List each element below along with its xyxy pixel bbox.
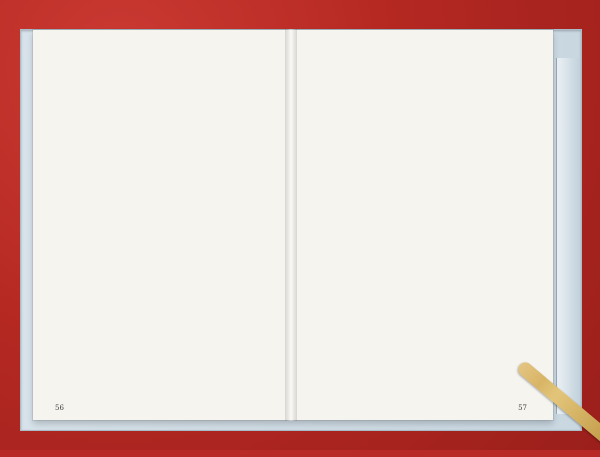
right-bottom-text (311, 260, 539, 395)
book-edge (556, 58, 579, 414)
left-top-text (51, 58, 275, 228)
right-top-text (311, 58, 539, 228)
book-gutter (285, 29, 297, 421)
left-bottom-text (51, 260, 275, 395)
left-page (33, 30, 285, 420)
right-page (297, 30, 549, 420)
left-page-number: 56 (55, 404, 64, 412)
right-page-number: 57 (518, 404, 527, 412)
